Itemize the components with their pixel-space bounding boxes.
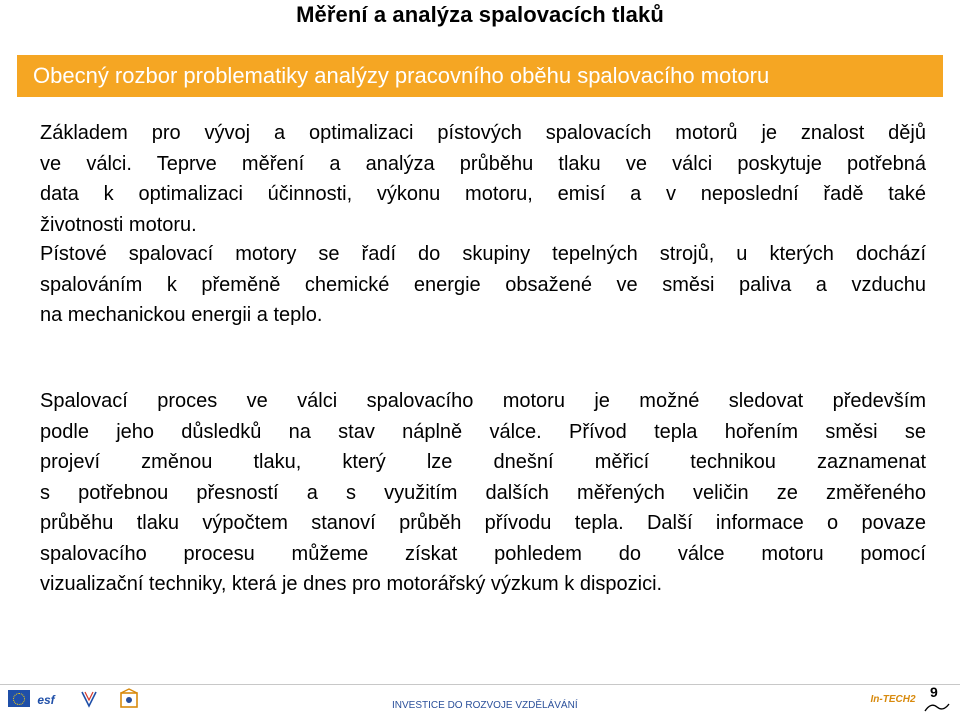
esf-logo: esf [37,693,55,707]
text-line: vizualizační techniky, která je dnes pro motorářský výzkum k dispozici. [40,573,663,595]
text-line: Pístové spalovací motory se řadí do skupiny tepelných strojů, u kterých dochází [40,243,926,265]
page-ornament-icon [924,700,950,712]
paragraph-intro [40,118,926,240]
text-line: spalovacího procesu můžeme získat pohledem do válce motoru pomocí [40,542,926,565]
text-line: Základem pro vývoj a optimalizaci pístových spalovacích motorů je znalost dějů [40,122,926,144]
text-line: s potřebnou přesností a s využitím dalších měřených veličin ze změřeného [40,481,926,504]
text-line: průběhu tlaku výpočtem stanoví průběh přívodu tepla. Další informace o povaze [40,512,926,534]
text-line: Spalovací proces ve válci spalovacího motoru je možné sledovat především [40,390,926,412]
opvk-logo [118,688,140,710]
text-line: projeví změnou tlaku, který lze dnešní měřicí technikou zaznamenat [40,451,926,473]
slide-title: Měření a analýza spalovacích tlaků [296,2,664,27]
section-banner [17,55,943,97]
msmt-logo [78,688,100,710]
text-line: na mechanickou energii a teplo. [40,304,323,326]
paragraph-combustion [40,386,926,600]
text-line: životnosti motoru. [40,213,197,236]
footer-slogan: INVESTICE DO ROZVOJE VZDĚLÁVÁNÍ [392,700,578,711]
text-line: podle jeho důsledků na stav náplně válce. Přívod tepla hořením směsi se [40,420,926,443]
footer-divider [0,684,960,685]
paragraph-definition [40,239,926,331]
page-number: 9 [930,684,938,700]
text-line: ve válci. Teprve měření a analýza průběhu tlaku ve válci poskytuje potřebná [40,152,926,175]
intech2-logo: In-TECH2 [870,693,916,705]
section-banner-text: Obecný rozbor problematiky analýzy pracovního oběhu spalovacího motoru [33,63,770,88]
text-line: spalováním k přeměně chemické energie obsažené ve směsi paliva a vzduchu [40,273,926,296]
text-line: data k optimalizaci účinnosti, výkonu motoru, emisí a v neposlední řadě také [40,183,926,205]
eu-flag-logo [8,690,30,707]
